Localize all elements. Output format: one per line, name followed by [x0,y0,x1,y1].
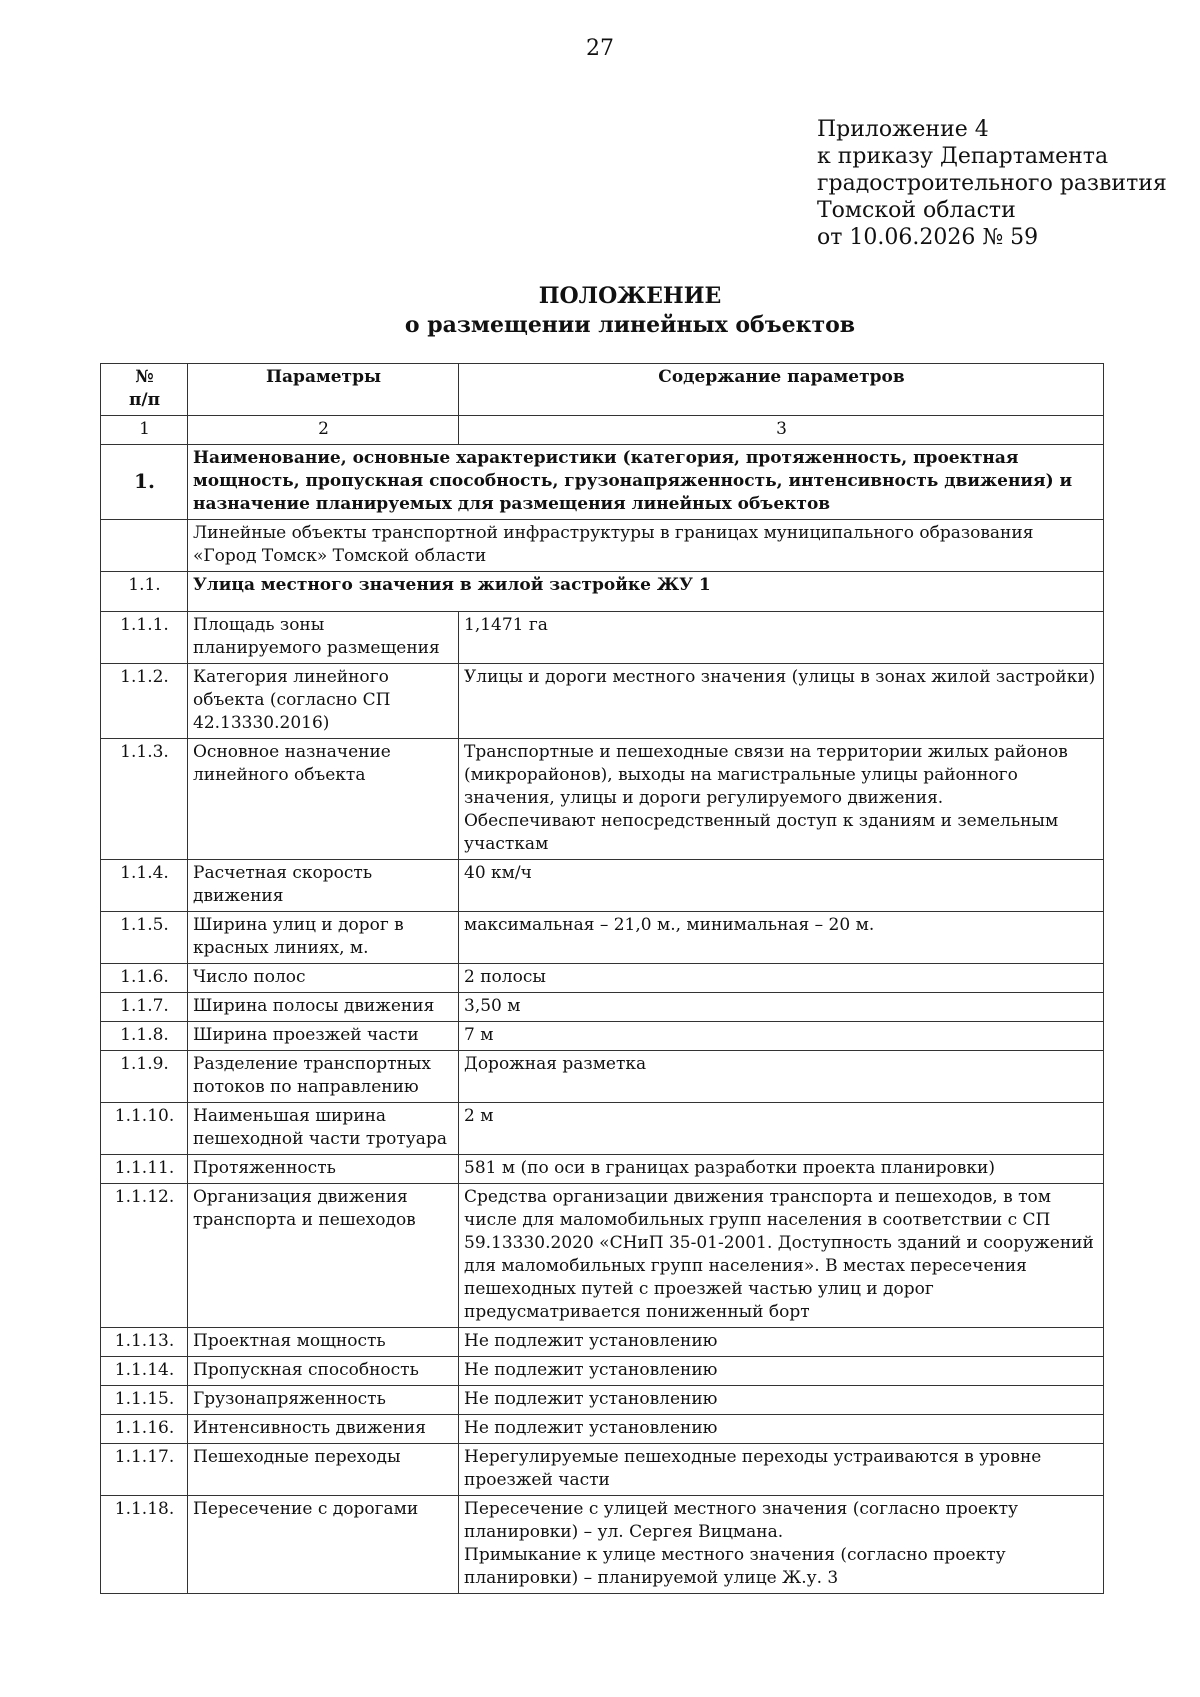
row-parameter: Категория линейного объекта (согласно СП 42.13330.2016) [188,664,459,739]
row-parameter: Ширина проезжей части [188,1022,459,1051]
table-row [101,1496,1104,1594]
table-row [101,1328,1104,1357]
row-value: 7 м [459,1022,1104,1051]
row-value: 2 м [459,1103,1104,1155]
row-parameter: Интенсивность движения [188,1415,459,1444]
row-number: 1.1.2. [101,664,188,739]
row-parameter: Ширина улиц и дорог в красных линиях, м. [188,912,459,964]
row-parameter: Основное назначение линейного объекта [188,739,459,860]
row-number: 1.1.16. [101,1415,188,1444]
header-params: Параметры [188,364,459,416]
row-number: 1.1.12. [101,1184,188,1328]
row-number: 1.1.7. [101,993,188,1022]
row-parameter: Число полос [188,964,459,993]
row-number: 1.1.3. [101,739,188,860]
row-parameter: Площадь зоны планируемого размещения [188,612,459,664]
row-parameter: Пересечение с дорогами [188,1496,459,1594]
row-number: 1.1.5. [101,912,188,964]
appendix-line: Приложение 4 [817,117,989,142]
subtitle-line: о размещении линейных объектов [404,312,856,338]
row-value: Нерегулируемые пешеходные переходы устраиваются в уровне проезжей части [459,1444,1104,1496]
row-parameter: Наименьшая ширина пешеходной части тротуара [188,1103,459,1155]
table-row [101,664,1104,739]
row-number: 1.1.8. [101,1022,188,1051]
row-parameter: Проектная мощность [188,1328,459,1357]
table-row [101,1155,1104,1184]
row-parameter: Ширина полосы движения [188,993,459,1022]
table-row [101,1103,1104,1155]
header-content: Содержание параметров [459,364,1104,416]
row-number: 1.1.15. [101,1386,188,1415]
row-value: Транспортные и пешеходные связи на территории жилых районов (микрорайонов), выходы на магистральные улицы районного значения, улицы и дороги регулируемого движения. Обеспечивают непосредственный доступ к зданиям и земельным участкам [459,739,1104,860]
table-row [101,612,1104,664]
row-number: 1.1.6. [101,964,188,993]
row-value: максимальная – 21,0 м., минимальная – 20 м. [459,912,1104,964]
row-number: 1.1.1. [101,612,188,664]
row-value: 3,50 м [459,993,1104,1022]
row-number: 1.1.14. [101,1357,188,1386]
table-row [101,1386,1104,1415]
appendix-line: градостроительного развития [817,171,1167,196]
table-row [101,1184,1104,1328]
row-parameter: Протяженность [188,1155,459,1184]
row-number: 1.1.9. [101,1051,188,1103]
row-number: 1.1.11. [101,1155,188,1184]
row-value: Дорожная разметка [459,1051,1104,1103]
column-index: 1 [101,416,188,445]
section-row [101,445,1104,520]
appendix-line: Томской области [817,198,1016,223]
column-index-row [101,416,1104,445]
header-num: № п/п [101,364,188,416]
section-number: 1. [101,445,188,520]
section-description-row [101,520,1104,572]
section-description: Линейные объекты транспортной инфраструктуры в границах муниципального образования «Город Томск» Томской области [188,520,1104,572]
row-parameter: Организация движения транспорта и пешеходов [188,1184,459,1328]
row-value: Улицы и дороги местного значения (улицы в зонах жилой застройки) [459,664,1104,739]
table-row [101,1415,1104,1444]
appendix-line: к приказу Департамента [817,144,1109,169]
row-value: Не подлежит установлению [459,1415,1104,1444]
table-row [101,912,1104,964]
table-row [101,1444,1104,1496]
row-value: Средства организации движения транспорта и пешеходов, в том числе для маломобильных групп населения в соответствии с СП 59.13330.2020 «СНиП 35-01-2001. Доступность зданий и сооружений для маломобильных групп населения». В местах пересечения пешеходных путей с проезжей частью улиц и дорог предусматривается пониженный борт [459,1184,1104,1328]
row-value: 581 м (по оси в границах разработки проекта планировки) [459,1155,1104,1184]
appendix-line: от 10.06.2026 № 59 [817,225,1039,250]
row-value: Не подлежит установлению [459,1328,1104,1357]
appendix-block [817,116,1167,251]
table-row [101,739,1104,860]
row-value: 40 км/ч [459,860,1104,912]
title-line: ПОЛОЖЕНИЕ [538,283,722,309]
row-parameter: Разделение транспортных потоков по направлению [188,1051,459,1103]
row-number: 1.1.4. [101,860,188,912]
table-row [101,1357,1104,1386]
table-row [101,964,1104,993]
parameters-table [100,363,1104,1594]
subsection-row [101,572,1104,612]
row-parameter: Грузонапряженность [188,1386,459,1415]
page-number: 27 [586,36,614,61]
subsection-title: Улица местного значения в жилой застройке ЖУ 1 [188,572,1104,612]
subsection-number: 1.1. [101,572,188,612]
row-value: 1,1471 га [459,612,1104,664]
row-value: 2 полосы [459,964,1104,993]
row-number: 1.1.10. [101,1103,188,1155]
row-value: Не подлежит установлению [459,1357,1104,1386]
table-row [101,860,1104,912]
row-value: Пересечение с улицей местного значения (согласно проекту планировки) – ул. Сергея Вицмана. Примыкание к улице местного значения (согласно проекту планировки) – планируемой улице Ж.у. 3 [459,1496,1104,1594]
row-parameter: Расчетная скорость движения [188,860,459,912]
column-index: 3 [459,416,1104,445]
column-index: 2 [188,416,459,445]
row-number: 1.1.17. [101,1444,188,1496]
table-header-row [101,364,1104,416]
row-parameter: Пропускная способность [188,1357,459,1386]
table-row [101,1022,1104,1051]
section-title: Наименование, основные характеристики (категория, протяженность, проектная мощность, пропускная способность, грузонапряженность, интенсивность движения) и назначение планируемых для размещения линейных объектов [188,445,1104,520]
row-parameter: Пешеходные переходы [188,1444,459,1496]
document-title [0,282,1200,340]
table-row [101,1051,1104,1103]
row-number: 1.1.13. [101,1328,188,1357]
row-value: Не подлежит установлению [459,1386,1104,1415]
table-row [101,993,1104,1022]
row-number: 1.1.18. [101,1496,188,1594]
